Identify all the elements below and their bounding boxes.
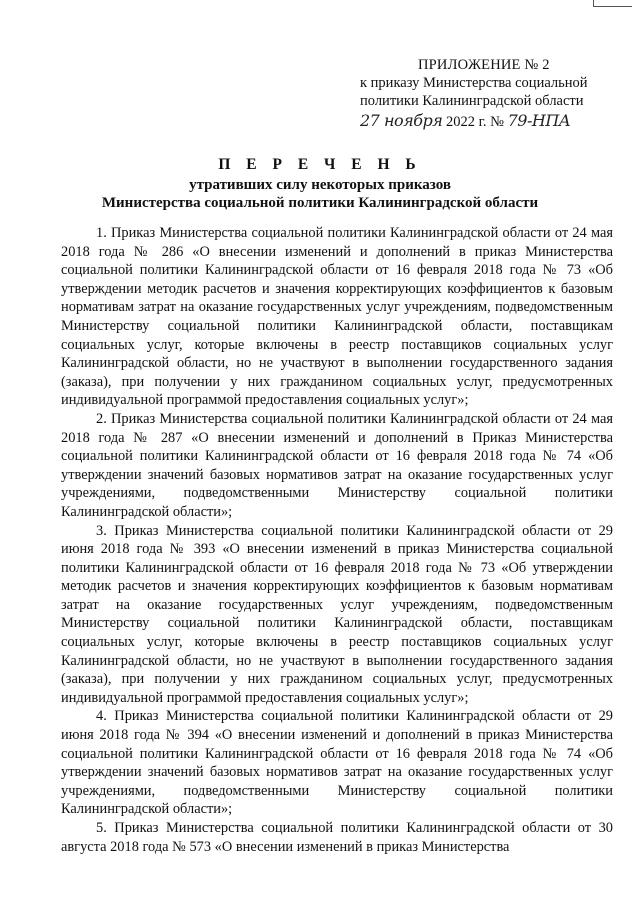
list-item-5: 5. Приказ Министерства социальной политики Калининградской области от 30 августа 2018 года № 573 «О внесении изменений в приказ Министерства	[61, 820, 613, 855]
handwritten-date: 27 ноября	[360, 111, 443, 130]
list-item-1: 1. Приказ Министерства социальной политики Калининградской области от 24 мая 2018 года № 286 «О внесении изменений и дополнений в приказ Министерства социальной политики Калининградской области от 16 февраля 2018 года № 73 «Об утверждении методик расчетов и значения корректирующих коэффициентов к базовым нормативам затрат на оказание государственных услуг учреждениям, подведомственным Министерству социальной политики Калининградской области, поставщикам социальных услуг, которые включены в реестр поставщиков социальных услуг Калининградской области, но не участвуют в выполнении государственного задания (заказа), при получении у них гражданином социальных услуг, предусмотренных индивидуальной программой предоставления социальных услуг»;	[61, 225, 613, 409]
document-subtitle-1: утративших силу некоторых приказов	[189, 177, 451, 193]
list-item-3: 3. Приказ Министерства социальной политики Калининградской области от 29 июня 2018 года № 393 «О внесении изменений в приказ Министерства социальной политики Калининградской области от 16 февраля 2018 года № 73 «Об утверждении методик расчетов и значения корректирующих коэффициентов к базовым нормативам затрат на оказание государственных услуг учреждениям, подведомственным Министерству социальной политики Калининградской области, поставщикам социальных услуг, которые включены в реестр поставщиков социальных услуг Калининградской области, но не участвуют в выполнении государственного задания (заказа), при получении у них гражданином социальных услуг, предусмотренных индивидуальной программой предоставления социальных услуг»;	[61, 522, 613, 706]
document-title: П Е Р Е Ч Е Н Ь	[218, 156, 422, 173]
document-subtitle-2: Министерства социальной политики Калининградской области	[101, 195, 539, 211]
list-body	[61, 224, 613, 856]
annex-date-line	[360, 112, 620, 131]
list-item-4: 4. Приказ Министерства социальной политики Калининградской области от 29 июня 2018 года № 394 «О внесении изменений и дополнений в приказ Министерства социальной политики Калининградской области от 16 февраля 2018 года № 74 «Об утверждении значений базовых нормативов затрат на оказание государственных услуг учреждениями, подведомственными Министерству социальной политики Калининградской области»;	[61, 708, 613, 818]
annex-ministry-line: политики Калининградской области	[360, 93, 584, 109]
list-item-2: 2. Приказ Министерства социальной политики Калининградской области от 24 мая 2018 года № 287 «О внесении изменений и дополнений в Приказ Министерства социальной политики Калининградской области от 16 февраля 2018 года № 74 «Об утверждении значений базовых нормативов затрат на оказание государственных услуг учреждениями, подведомственными Министерству социальной политики Калининградской области»;	[61, 410, 613, 520]
annex-title: ПРИЛОЖЕНИЕ № 2	[418, 57, 550, 73]
annex-header	[360, 56, 620, 131]
annex-year-text: 2022 г. №	[445, 114, 504, 130]
handwritten-order-number: 79-НПА	[507, 111, 571, 130]
scan-corner-mark	[593, 0, 632, 7]
annex-order-line: к приказу Министерства социальной	[360, 75, 588, 91]
